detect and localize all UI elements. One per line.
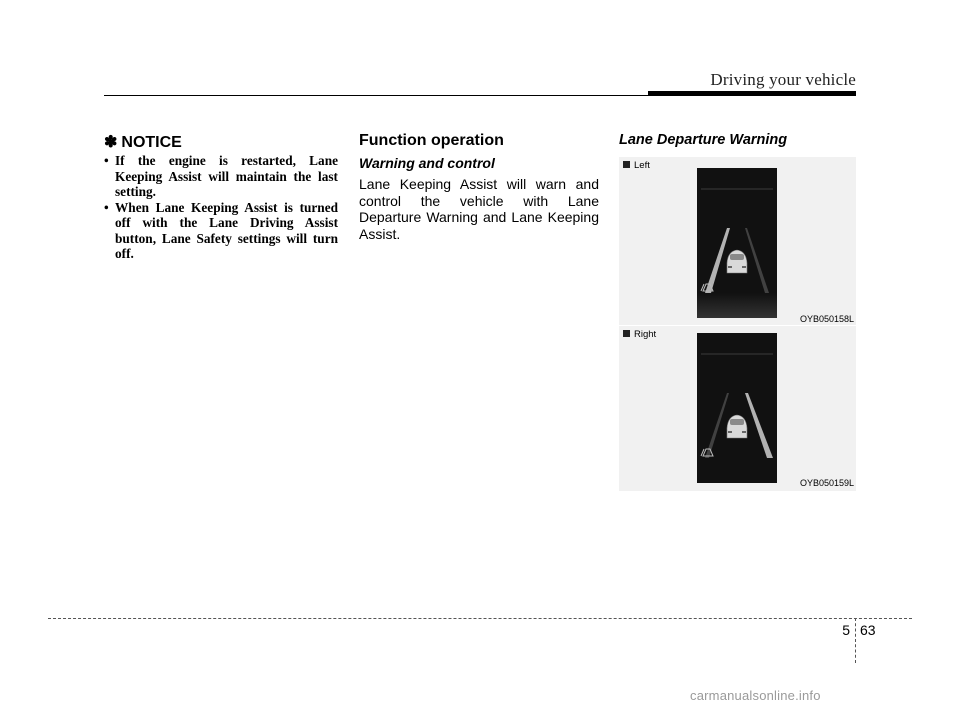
figure-label-text: Left <box>634 160 650 171</box>
page-number: 63 <box>860 622 876 638</box>
figure-label <box>623 329 656 340</box>
notice-item-text: When Lane Keeping Assist is turned off with the Lane Driving Assist button, Lane Safety settings will turn off. <box>115 199 338 261</box>
cluster-display-image <box>697 333 777 483</box>
figure-right <box>619 326 856 491</box>
lane-departure-right-illustration <box>697 333 777 483</box>
watermark: carmanualsonline.info <box>690 688 821 703</box>
figure-left <box>619 157 856 327</box>
figure-code: OYB050159L <box>799 478 854 488</box>
section-title: Driving your vehicle <box>710 70 856 89</box>
bullet-icon: • <box>104 153 109 168</box>
chapter-number: 5 <box>842 622 850 638</box>
cluster-display-image <box>697 168 777 318</box>
figure-code: OYB050158L <box>799 314 854 324</box>
figure-label <box>623 160 650 171</box>
footer-rule <box>48 618 912 619</box>
notice-list <box>104 153 338 262</box>
car-icon <box>727 250 747 273</box>
notice-heading-text: NOTICE <box>121 134 182 151</box>
car-icon <box>727 415 747 438</box>
bullet-icon: • <box>104 199 109 215</box>
notice-item <box>104 200 338 262</box>
square-bullet-icon <box>623 161 630 168</box>
function-operation-body: Lane Keeping Assist will warn and control the vehicle with Lane Departure Warning and Lane Keeping Assist. <box>359 176 599 242</box>
lane-departure-left-illustration <box>697 168 777 318</box>
notice-item-text: If the engine is restarted, Lane Keeping Assist will maintain the last setting. <box>115 153 338 199</box>
warning-control-subheading: Warning and control <box>359 155 495 171</box>
square-bullet-icon <box>623 330 630 337</box>
notice-item <box>104 153 338 200</box>
notice-heading <box>104 132 182 152</box>
header-bar <box>648 91 856 96</box>
function-operation-heading: Function operation <box>359 132 504 149</box>
lane-departure-warning-heading: Lane Departure Warning <box>619 132 788 148</box>
footer-divider <box>855 618 856 663</box>
figure-label-text: Right <box>634 329 657 340</box>
notice-mark-icon: ✽ <box>104 134 118 151</box>
